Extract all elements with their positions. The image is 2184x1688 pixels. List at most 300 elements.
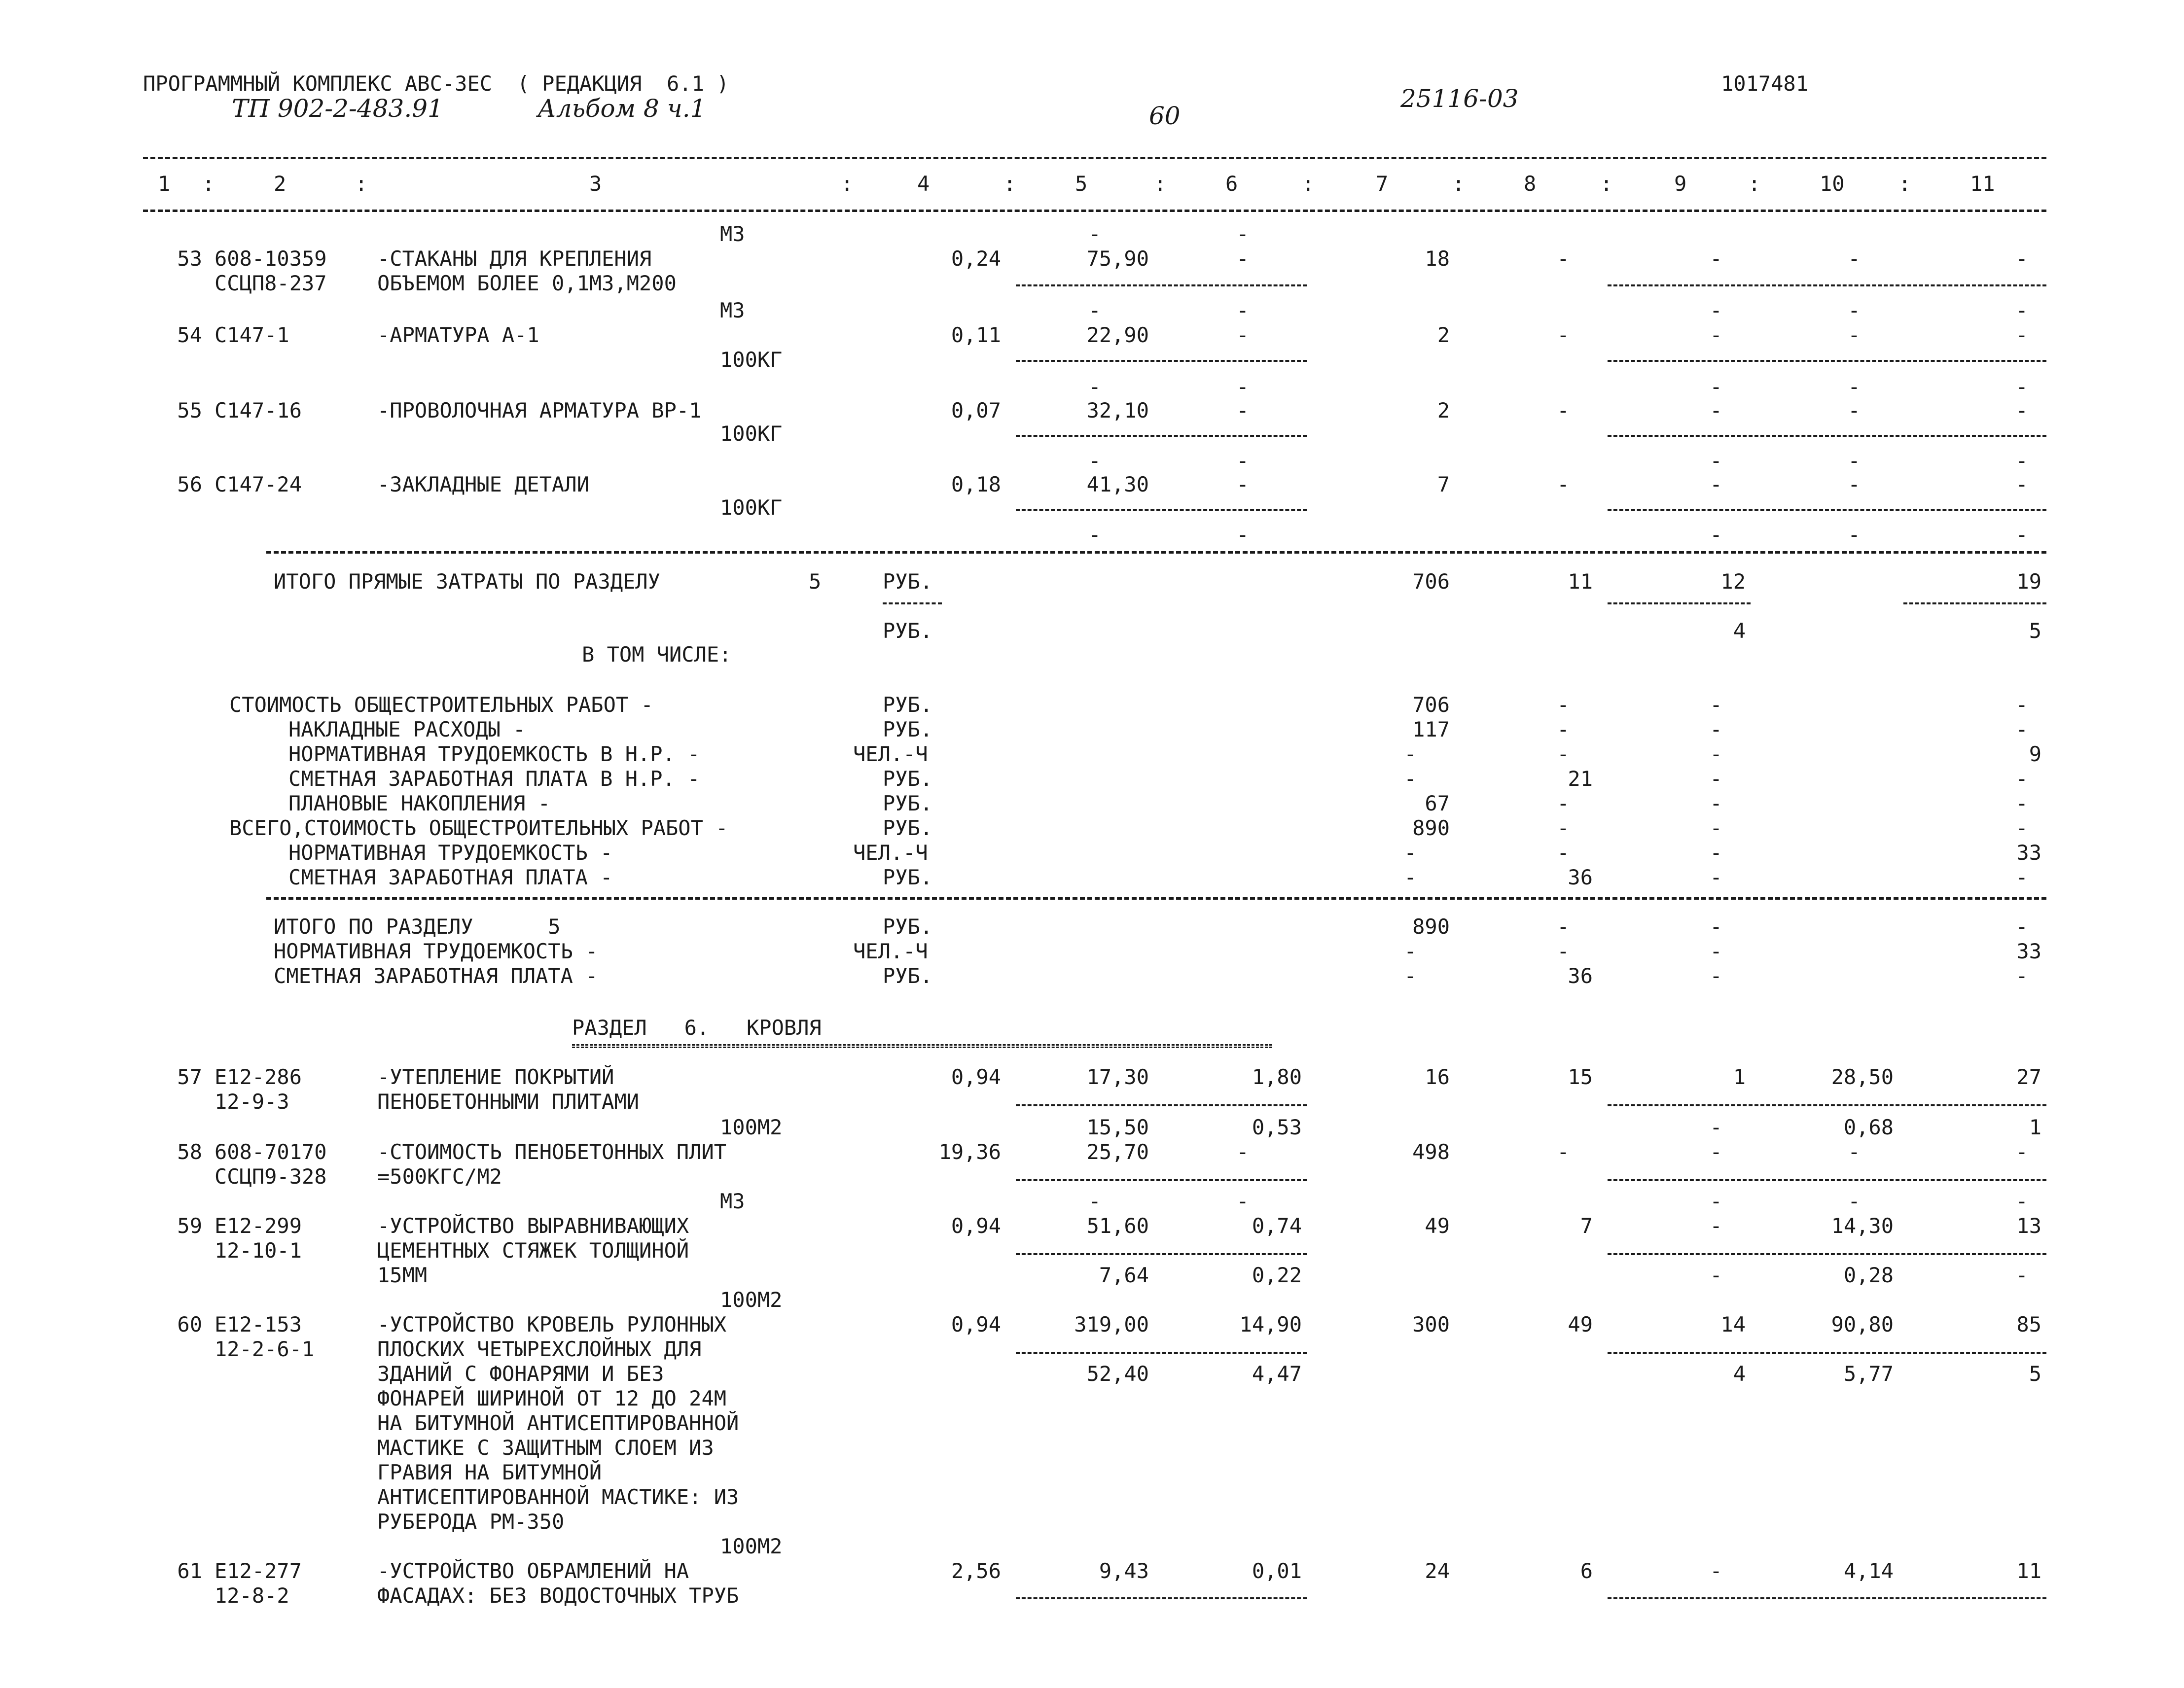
subtotal-rule <box>1016 435 1307 437</box>
col8-value: 6 <box>1580 1559 1593 1583</box>
work-description: -УТЕПЛЕНИЕ ПОКРЫТИЙ <box>377 1065 614 1089</box>
blank-dash: - <box>1710 375 1722 399</box>
subtotal-rule <box>1016 1179 1307 1181</box>
breakdown-col8: - <box>1557 717 1570 741</box>
col6-wage: - <box>1236 1189 1249 1213</box>
unit-label: М3 <box>720 222 745 246</box>
breakdown-col7: 117 <box>1412 717 1450 741</box>
subtotal-rule <box>1608 284 2046 286</box>
col9-wage: - <box>1710 1263 1722 1287</box>
unit-price-wage: 7,64 <box>1099 1263 1149 1287</box>
blank-dash: - <box>2015 449 2028 473</box>
page-number: 60 <box>1149 102 1181 130</box>
subtotal-rule <box>1608 360 2046 362</box>
unit-price: 41,30 <box>1086 472 1149 496</box>
total-cost: 2 <box>1437 398 1450 422</box>
col11-value: 85 <box>2016 1312 2041 1336</box>
unit-label: 100М2 <box>720 1115 783 1139</box>
row-number: 53 <box>177 246 202 271</box>
blank-dash: - <box>1848 523 1861 547</box>
breakdown-label: СТОИМОСТЬ ОБЩЕСТРОИТЕЛЬНЫХ РАБОТ - <box>229 693 653 717</box>
breakdown-col9: - <box>1710 742 1722 766</box>
breakdown-col9: - <box>1710 767 1722 791</box>
total-section-number: 5 <box>809 569 822 594</box>
document-number: 1017481 <box>1721 71 1809 96</box>
breakdown-col9: - <box>1710 717 1722 741</box>
row-number: 54 <box>177 323 202 347</box>
breakdown-col7: 706 <box>1412 693 1450 717</box>
subtotal-rule <box>1016 1352 1307 1354</box>
breakdown-col8: - <box>1557 841 1570 865</box>
work-description-cont: 15ММ <box>377 1263 428 1287</box>
col9-value: - <box>1710 1140 1722 1164</box>
col9-wage: - <box>1710 1115 1722 1139</box>
subtotal-rule <box>1016 360 1307 362</box>
blank-dash: - <box>1236 298 1249 322</box>
subtotal-rule <box>1608 1597 2046 1599</box>
work-description: -АРМАТУРА А-1 <box>377 323 539 347</box>
breakdown-col11: 9 <box>2029 742 2041 766</box>
unit-price: 51,60 <box>1086 1214 1149 1238</box>
summary-unit: РУБ. <box>883 964 933 988</box>
program-title: ПРОГРАММНЫЙ КОМПЛЕКС АВС-3ЕС ( РЕДАКЦИЯ 6.1 ) <box>143 71 729 96</box>
total-cost: 16 <box>1425 1065 1450 1089</box>
col8-value: - <box>1557 246 1570 271</box>
rate-code: Е12-153 <box>215 1312 302 1336</box>
breakdown-label: НАКЛАДНЫЕ РАСХОДЫ - <box>288 717 526 741</box>
work-description: -ЗАКЛАДНЫЕ ДЕТАЛИ <box>377 472 589 496</box>
column-separator: : <box>1748 172 1761 196</box>
work-description-cont: РУБЕРОДА РМ-350 <box>377 1510 565 1534</box>
work-description-cont: ОБЪЕМОМ БОЛЕЕ 0,1М3,М200 <box>377 271 677 295</box>
total-col7: 706 <box>1412 569 1450 594</box>
breakdown-col8: 21 <box>1568 767 1593 791</box>
row-number: 57 <box>177 1065 202 1089</box>
col8-value: - <box>1557 323 1570 347</box>
breakdown-col11: - <box>2015 767 2028 791</box>
total-cost: 49 <box>1425 1214 1450 1238</box>
rate-code: 608-70170 <box>215 1140 327 1164</box>
col10-value: - <box>1848 398 1861 422</box>
unit-price: 17,30 <box>1086 1065 1149 1089</box>
col11-value: 13 <box>2016 1214 2041 1238</box>
column-header-9: 9 <box>1674 172 1687 196</box>
total-col8: 11 <box>1568 569 1593 594</box>
column-header-8: 8 <box>1524 172 1537 196</box>
work-description-cont: ПЛОСКИХ ЧЕТЫРЕХСЛОЙНЫХ ДЛЯ <box>377 1337 702 1361</box>
blank-dash: - <box>1236 523 1249 547</box>
col10-value: - <box>1848 323 1861 347</box>
col9-value: - <box>1710 1559 1722 1583</box>
blank-dash: - <box>2015 375 2028 399</box>
subtotal-rule <box>1016 1597 1307 1599</box>
col8-value: 49 <box>1568 1312 1593 1336</box>
quantity: 0,11 <box>951 323 1001 347</box>
col9-wage: 4 <box>1733 1362 1746 1386</box>
column-separator: : <box>1154 172 1167 196</box>
unit-price: 319,00 <box>1074 1312 1149 1336</box>
blank-dash: - <box>1236 375 1249 399</box>
col8-value: - <box>1557 1140 1570 1164</box>
rate-code: Е12-299 <box>215 1214 302 1238</box>
unit-label: М3 <box>720 298 745 322</box>
breakdown-col8: 36 <box>1568 865 1593 889</box>
blank-dash: - <box>1236 222 1249 246</box>
work-description: -ПРОВОЛОЧНАЯ АРМАТУРА ВР-1 <box>377 398 702 422</box>
unit-label: 100КГ <box>720 348 783 372</box>
blank-dash: - <box>1848 298 1861 322</box>
column-separator: : <box>202 172 215 196</box>
breakdown-col11: - <box>2015 791 2028 815</box>
work-description-cont: ФОНАРЕЙ ШИРИНОЙ ОТ 12 ДО 24М <box>377 1386 727 1410</box>
col6-value: 1,80 <box>1252 1065 1302 1089</box>
breakdown-label: НОРМАТИВНАЯ ТРУДОЕМКОСТЬ В Н.Р. - <box>288 742 700 766</box>
col11-value: 27 <box>2016 1065 2041 1089</box>
row-number: 61 <box>177 1559 202 1583</box>
blank-dash: - <box>1710 523 1722 547</box>
quantity: 0,94 <box>951 1065 1001 1089</box>
breakdown-unit: РУБ. <box>883 816 933 840</box>
subtotal-rule <box>1608 602 1751 604</box>
breakdown-col7: 67 <box>1425 791 1450 815</box>
breakdown-label: ПЛАНОВЫЕ НАКОПЛЕНИЯ - <box>288 791 551 815</box>
work-description-cont: ПЕНОБЕТОННЫМИ ПЛИТАМИ <box>377 1090 640 1114</box>
col6-value: - <box>1236 246 1249 271</box>
summary-col8: - <box>1557 914 1570 939</box>
col9-value: 14 <box>1720 1312 1746 1336</box>
col9-value: - <box>1710 246 1722 271</box>
subtotal-rule <box>1608 435 2046 437</box>
breakdown-col8: - <box>1557 693 1570 717</box>
subtotal-rule <box>1016 1104 1307 1106</box>
work-description: -УСТРОЙСТВО ОБРАМЛЕНИЙ НА <box>377 1559 689 1583</box>
breakdown-col9: - <box>1710 693 1722 717</box>
col9-value: - <box>1710 1214 1722 1238</box>
breakdown-col11: - <box>2015 865 2028 889</box>
unit-price-wage: 52,40 <box>1086 1362 1149 1386</box>
column-header-2: 2 <box>274 172 286 196</box>
row-number: 59 <box>177 1214 202 1238</box>
subtotal-rule <box>1608 1179 2046 1181</box>
unit-price: 9,43 <box>1099 1559 1149 1583</box>
col6-value: - <box>1236 472 1249 496</box>
work-description-cont: =500КГС/М2 <box>377 1164 502 1189</box>
rate-subcode: ССЦП9-328 <box>215 1164 327 1189</box>
col11-value: 11 <box>2016 1559 2041 1583</box>
col8-value: - <box>1557 472 1570 496</box>
col10-wage: 0,68 <box>1843 1115 1894 1139</box>
blank-dash: - <box>1088 523 1101 547</box>
column-separator: : <box>1302 172 1315 196</box>
subtotal-rule <box>1016 284 1307 286</box>
breakdown-label: СМЕТНАЯ ЗАРАБОТНАЯ ПЛАТА В Н.Р. - <box>288 767 700 791</box>
breakdown-unit: ЧЕЛ.-Ч <box>853 742 928 766</box>
rate-code: Е12-286 <box>215 1065 302 1089</box>
col10-wage: - <box>1848 1189 1861 1213</box>
section-title: РАЗДЕЛ 6. КРОВЛЯ <box>572 1016 822 1040</box>
breakdown-col11: - <box>2015 717 2028 741</box>
col10-value: 4,14 <box>1843 1559 1894 1583</box>
subtotal-rule <box>1016 1253 1307 1255</box>
quantity: 0,94 <box>951 1214 1001 1238</box>
quantity: 19,36 <box>938 1140 1001 1164</box>
column-separator: : <box>1600 172 1613 196</box>
breakdown-col7: - <box>1404 865 1417 889</box>
total-cost: 2 <box>1437 323 1450 347</box>
col6-value: 14,90 <box>1239 1312 1302 1336</box>
column-header-11: 11 <box>1970 172 1995 196</box>
rate-code: С147-16 <box>215 398 302 422</box>
unit-label: 100М2 <box>720 1534 783 1558</box>
subtotal-rule <box>883 602 942 604</box>
work-description-cont: АНТИСЕПТИРОВАННОЙ МАСТИКЕ: ИЗ <box>377 1485 739 1509</box>
col8-value: - <box>1557 398 1570 422</box>
breakdown-col7: - <box>1404 841 1417 865</box>
total-col11-b: 5 <box>2029 619 2041 643</box>
work-description: -СТОИМОСТЬ ПЕНОБЕТОННЫХ ПЛИТ <box>377 1140 727 1164</box>
blank-dash: - <box>1710 298 1722 322</box>
breakdown-unit: ЧЕЛ.-Ч <box>853 841 928 865</box>
summary-col8: - <box>1557 939 1570 963</box>
column-separator: : <box>841 172 854 196</box>
column-header-4: 4 <box>917 172 930 196</box>
breakdown-col7: - <box>1404 767 1417 791</box>
col11-value: - <box>2015 472 2028 496</box>
col6-wage: 0,22 <box>1252 1263 1302 1287</box>
total-cost: 7 <box>1437 472 1450 496</box>
breakdown-label: СМЕТНАЯ ЗАРАБОТНАЯ ПЛАТА - <box>288 865 613 889</box>
quantity: 0,24 <box>951 246 1001 271</box>
rate-subcode: 12-10-1 <box>215 1238 302 1263</box>
row-number: 56 <box>177 472 202 496</box>
handwritten-sheet-code: 25116-03 <box>1400 84 1519 113</box>
column-header-1: 1 <box>158 172 171 196</box>
section-title-underline <box>572 1044 1272 1048</box>
col6-value: - <box>1236 323 1249 347</box>
col11-value: - <box>2015 246 2028 271</box>
col11-value: - <box>2015 1140 2028 1164</box>
col10-value: 90,80 <box>1831 1312 1894 1336</box>
total-col9: 12 <box>1720 569 1746 594</box>
summary-label: НОРМАТИВНАЯ ТРУДОЕМКОСТЬ - <box>274 939 598 963</box>
col11-value: - <box>2015 398 2028 422</box>
quantity: 0,18 <box>951 472 1001 496</box>
breakdown-col9: - <box>1710 791 1722 815</box>
including-label: В ТОМ ЧИСЛЕ: <box>582 642 732 667</box>
total-cost: 24 <box>1425 1559 1450 1583</box>
handwritten-album: Альбом 8 ч.1 <box>537 94 706 123</box>
col9-value: - <box>1710 398 1722 422</box>
col11-wage: 5 <box>2029 1362 2041 1386</box>
work-description-cont: ЗДАНИЙ С ФОНАРЯМИ И БЕЗ <box>377 1362 664 1386</box>
summary-unit: РУБ. <box>883 914 933 939</box>
unit-price: 32,10 <box>1086 398 1149 422</box>
summary-col9: - <box>1710 964 1722 988</box>
total-col9-b: 4 <box>1733 619 1746 643</box>
column-header-5: 5 <box>1075 172 1088 196</box>
row-number: 60 <box>177 1312 202 1336</box>
unit-label: 100М2 <box>720 1288 783 1312</box>
subtotal-rule <box>1608 1104 2046 1106</box>
col6-wage: 0,53 <box>1252 1115 1302 1139</box>
work-description: -УСТРОЙСТВО ВЫРАВНИВАЮЩИХ <box>377 1214 689 1238</box>
breakdown-label: ВСЕГО,СТОИМОСТЬ ОБЩЕСТРОИТЕЛЬНЫХ РАБОТ - <box>229 816 728 840</box>
col10-value: - <box>1848 1140 1861 1164</box>
unit-price: 25,70 <box>1086 1140 1149 1164</box>
rate-subcode: 12-2-6-1 <box>215 1337 315 1361</box>
blank-dash: - <box>1848 449 1861 473</box>
work-description-cont: ФАСАДАХ: БЕЗ ВОДОСТОЧНЫХ ТРУБ <box>377 1583 739 1608</box>
blank-dash: - <box>1088 298 1101 322</box>
rate-subcode: 12-9-3 <box>215 1090 289 1114</box>
breakdown-col7: 890 <box>1412 816 1450 840</box>
total-unit: РУБ. <box>883 569 933 594</box>
summary-col7: - <box>1404 964 1417 988</box>
blank-dash: - <box>1088 449 1101 473</box>
unit-label: 100КГ <box>720 495 783 520</box>
breakdown-col7: - <box>1404 742 1417 766</box>
col10-value: - <box>1848 472 1861 496</box>
blank-dash: - <box>2015 298 2028 322</box>
unit-price-wage: 15,50 <box>1086 1115 1149 1139</box>
col11-wage: - <box>2015 1263 2028 1287</box>
work-description: -СТАКАНЫ ДЛЯ КРЕПЛЕНИЯ <box>377 246 652 271</box>
unit-price: 75,90 <box>1086 246 1149 271</box>
row-number: 58 <box>177 1140 202 1164</box>
handwritten-project-code: ТП 902-2-483.91 <box>232 94 443 123</box>
work-description-cont: НА БИТУМНОЙ АНТИСЕПТИРОВАННОЙ <box>377 1411 739 1435</box>
total-cost: 498 <box>1412 1140 1450 1164</box>
total-col11: 19 <box>2016 569 2041 594</box>
column-separator: : <box>1898 172 1911 196</box>
header-top-rule <box>143 157 2046 159</box>
col11-wage: - <box>2015 1189 2028 1213</box>
breakdown-col11: - <box>2015 816 2028 840</box>
summary-col11: - <box>2015 964 2028 988</box>
col8-value: 7 <box>1580 1214 1593 1238</box>
breakdown-unit: РУБ. <box>883 717 933 741</box>
col10-value: 14,30 <box>1831 1214 1894 1238</box>
summary-label: СМЕТНАЯ ЗАРАБОТНАЯ ПЛАТА - <box>274 964 598 988</box>
blank-dash: - <box>1088 375 1101 399</box>
column-separator: : <box>1452 172 1465 196</box>
summary-rule <box>266 897 2046 900</box>
col9-value: - <box>1710 323 1722 347</box>
breakdown-col9: - <box>1710 841 1722 865</box>
col11-value: - <box>2015 323 2028 347</box>
breakdown-col8: - <box>1557 816 1570 840</box>
col9-value: - <box>1710 472 1722 496</box>
col6-wage: 4,47 <box>1252 1362 1302 1386</box>
breakdown-col9: - <box>1710 816 1722 840</box>
blank-dash: - <box>2015 523 2028 547</box>
subtotal-rule <box>1608 509 2046 511</box>
summary-col7: - <box>1404 939 1417 963</box>
quantity: 0,07 <box>951 398 1001 422</box>
blank-dash: - <box>1236 449 1249 473</box>
rate-code: Е12-277 <box>215 1559 302 1583</box>
breakdown-label: НОРМАТИВНАЯ ТРУДОЕМКОСТЬ - <box>288 841 613 865</box>
summary-col8: 36 <box>1568 964 1593 988</box>
column-separator: : <box>355 172 368 196</box>
rate-subcode: ССЦП8-237 <box>215 271 327 295</box>
blank-dash: - <box>1710 449 1722 473</box>
column-header-7: 7 <box>1376 172 1389 196</box>
breakdown-unit: РУБ. <box>883 693 933 717</box>
summary-col9: - <box>1710 914 1722 939</box>
summary-col11: 33 <box>2016 939 2041 963</box>
col10-value: - <box>1848 246 1861 271</box>
col9-wage: - <box>1710 1189 1722 1213</box>
breakdown-col11: 33 <box>2016 841 2041 865</box>
col11-wage: 1 <box>2029 1115 2041 1139</box>
column-header-10: 10 <box>1820 172 1845 196</box>
subtotal-rule <box>1608 1253 2046 1255</box>
breakdown-unit: РУБ. <box>883 865 933 889</box>
subtotal-rule <box>1903 602 2046 604</box>
blank-dash: - <box>1088 222 1101 246</box>
section-total-rule <box>266 551 2046 554</box>
blank-dash: - <box>1848 375 1861 399</box>
col8-value: 15 <box>1568 1065 1593 1089</box>
rate-subcode: 12-8-2 <box>215 1583 289 1608</box>
subtotal-rule <box>1016 509 1307 511</box>
subtotal-rule <box>1608 1352 2046 1354</box>
col6-value: 0,74 <box>1252 1214 1302 1238</box>
breakdown-col8: - <box>1557 742 1570 766</box>
rate-code: С147-1 <box>215 323 289 347</box>
summary-col9: - <box>1710 939 1722 963</box>
col10-wage: 5,77 <box>1843 1362 1894 1386</box>
work-description: -УСТРОЙСТВО КРОВЕЛЬ РУЛОННЫХ <box>377 1312 727 1336</box>
breakdown-col9: - <box>1710 865 1722 889</box>
breakdown-col11: - <box>2015 693 2028 717</box>
unit-price: 22,90 <box>1086 323 1149 347</box>
total-label: ИТОГО ПРЯМЫЕ ЗАТРАТЫ ПО РАЗДЕЛУ <box>274 569 660 594</box>
quantity: 2,56 <box>951 1559 1001 1583</box>
rate-code: 608-10359 <box>215 246 327 271</box>
col10-value: 28,50 <box>1831 1065 1894 1089</box>
col10-wage: 0,28 <box>1843 1263 1894 1287</box>
unit-label: М3 <box>720 1189 745 1213</box>
column-header-3: 3 <box>589 172 602 196</box>
col9-value: 1 <box>1733 1065 1746 1089</box>
summary-col11: - <box>2015 914 2028 939</box>
column-separator: : <box>1003 172 1016 196</box>
work-description-cont: ЦЕМЕНТНЫХ СТЯЖЕК ТОЛЩИНОЙ <box>377 1238 689 1263</box>
unit-price-wage: - <box>1088 1189 1101 1213</box>
total-unit-2: РУБ. <box>883 619 933 643</box>
row-number: 55 <box>177 398 202 422</box>
summary-label: ИТОГО ПО РАЗДЕЛУ 5 <box>274 914 561 939</box>
unit-label: 100КГ <box>720 422 783 446</box>
column-header-6: 6 <box>1225 172 1238 196</box>
col6-value: - <box>1236 398 1249 422</box>
col6-value: - <box>1236 1140 1249 1164</box>
work-description-cont: ГРАВИЯ НА БИТУМНОЙ <box>377 1460 602 1484</box>
summary-unit: ЧЕЛ.-Ч <box>853 939 928 963</box>
summary-col7: 890 <box>1412 914 1450 939</box>
quantity: 0,94 <box>951 1312 1001 1336</box>
header-bottom-rule <box>143 210 2046 212</box>
breakdown-unit: РУБ. <box>883 767 933 791</box>
total-cost: 300 <box>1412 1312 1450 1336</box>
rate-code: С147-24 <box>215 472 302 496</box>
breakdown-unit: РУБ. <box>883 791 933 815</box>
work-description-cont: МАСТИКЕ С ЗАЩИТНЫМ СЛОЕМ ИЗ <box>377 1436 714 1460</box>
total-cost: 18 <box>1425 246 1450 271</box>
breakdown-col8: - <box>1557 791 1570 815</box>
